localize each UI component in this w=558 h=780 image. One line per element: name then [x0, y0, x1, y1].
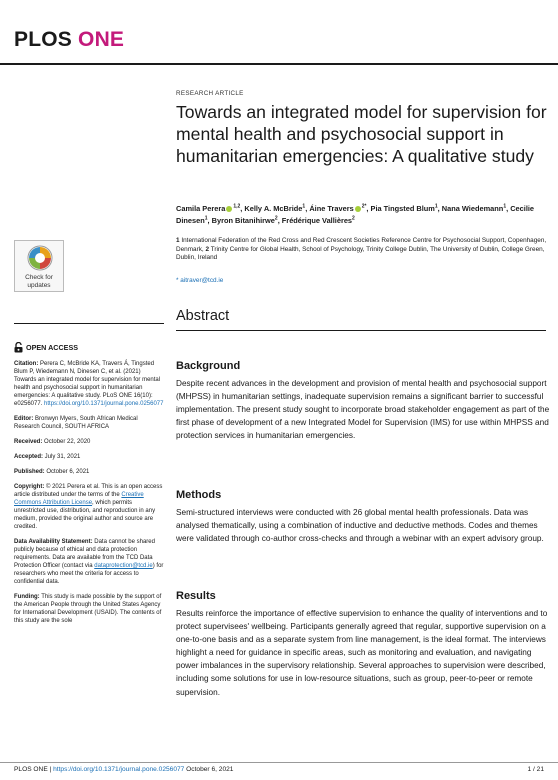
- logo-one: ONE: [78, 28, 125, 51]
- author-list: Camila Perera $^{1,2}$, Kelly A. McBride$^1$, Áine Travers $^{2*}$, Pia Tingsted Blum$^1$, Nana Wiedemann$^1$, Cecilie Dinesen$^1$, Byron Bitanihirwe$^2$, Frédérique Vallières$^2$: [176, 203, 535, 225]
- editor: Editor: Bronwyn Myers, South African Medical Research Council, SOUTH AFRICA: [14, 416, 138, 430]
- background-section: [176, 360, 550, 442]
- background-text: Despite recent advances in the development and provision of mental health and psychosocial support (MHPSS) in humanitarian settings, inadequate supervision remains a significant barrier to successful implementation. The present study sought to incorporate broad stakeholder engagement as part of the first phase of development of a new Integrated Model for Supervision (IMS) for use within MHPSS and protection services in humanitarian emergencies.: [176, 379, 550, 441]
- author-name[interactable]: Pia Tingsted Blum: [370, 204, 435, 213]
- article-type: RESEARCH ARTICLE: [176, 90, 244, 97]
- author-affiliation-sup: 1: [434, 203, 438, 210]
- results-heading: Results: [176, 590, 216, 602]
- author-affiliation-sup: 1: [302, 203, 306, 210]
- article-title: Towards an integrated model for supervision for mental health and psychosocial support in humanitarian emergencies: A qualitative study: [176, 102, 547, 166]
- corresponding-email-link[interactable]: * aitraver@tcd.ie: [176, 277, 224, 284]
- footer-rule: [0, 762, 558, 763]
- logo-plos: PLOS: [14, 28, 72, 51]
- footer-date: October 6, 2021: [184, 766, 234, 773]
- background-heading: Background: [176, 360, 241, 372]
- sidebar-rule: [14, 323, 164, 324]
- published-date: Published: October 6, 2021: [14, 469, 90, 475]
- citation: Citation: Perera C, McBride KA, Travers Á, Tingsted Blum P, Wiedemann N, Dinesen C, et al. (2021) Towards an integrated model for supervision for mental health and psychosocial support in humanitarian emergencies: A qualitative study. PLoS ONE 16(10): e0256077. https://doi.org/10.1371/journal.pone.0256077: [14, 361, 164, 407]
- article-info-sidebar: [14, 342, 164, 632]
- orcid-icon[interactable]: [355, 206, 361, 212]
- author-affiliation-sup: 1,2: [233, 203, 241, 210]
- author-name[interactable]: Nana Wiedemann: [441, 204, 504, 213]
- author-name[interactable]: Kelly A. McBride: [244, 204, 303, 213]
- check-for-updates-icon: [26, 244, 54, 272]
- citation-doi-link[interactable]: https://doi.org/10.1371/journal.pone.0256077: [44, 401, 164, 407]
- footer-doi-link[interactable]: https://doi.org/10.1371/journal.pone.0256077: [53, 766, 185, 773]
- results-text: Results reinforce the importance of effective supervision to enhance the quality of interventions and to protect supervisees' wellbeing. Participants generally agreed that regular, supportive supervision on a one-to-one basis and as a separate system from line management, is the ideal format. The interviews highlight a need for guidance in specific areas, such as monitoring and evaluation, and navigating power imbalances in the supervisory relationship. Several approaches to supervision were described, including some solutions for use in low-resource situations, such as group, peer-to-peer or remote supervision.: [176, 609, 548, 697]
- methods-heading: Methods: [176, 489, 222, 501]
- author-name[interactable]: Cecilie Dinesen: [176, 204, 535, 225]
- abstract-heading: Abstract: [176, 308, 230, 324]
- badge-label-1: Check for: [25, 274, 53, 281]
- affiliations: 1 International Federation of the Red Cross and Red Crescent Societies Reference Centre for Psychosocial Support, Copenhagen, Denmark, 2 Trinity Centre for Global Health, School of Psychology, Trinity College Dublin, The University of Dublin, College Green, Dublin, Ireland: [176, 237, 547, 261]
- author-name[interactable]: Frédérique Vallières: [281, 216, 353, 225]
- footer-journal: PLOS ONE |: [14, 766, 54, 773]
- check-for-updates-badge[interactable]: [14, 240, 64, 292]
- author-name[interactable]: Camila Perera: [176, 204, 226, 213]
- data-availability: Data Availability Statement: Data cannot be shared publicly because of ethical and data protection requirements. Data are available from the TCD Data Protection Officer (contact via dataprotection@tcd.ie) for researchers who meet the criteria for access to confidential data.: [14, 539, 164, 585]
- methods-text: Semi-structured interviews were conducted with 26 global mental health professionals. Data was analysed thematically, using a combination of inductive and deductive methods. Codes and themes were validated through co-author cross-checks and through a webinar with an expert advisory group.: [176, 508, 544, 544]
- page-number: 1 / 21: [527, 766, 544, 773]
- results-section: [176, 590, 550, 699]
- author-affiliation-sup: 2: [352, 215, 355, 222]
- orcid-icon[interactable]: [226, 206, 232, 212]
- author-affiliation-sup: 1: [503, 203, 507, 210]
- methods-section: [176, 489, 550, 545]
- data-protection-email-link[interactable]: dataprotection@tcd.ie: [94, 563, 153, 569]
- author-name[interactable]: Byron Bitanihirwe: [211, 216, 275, 225]
- open-access-lock-icon: [14, 342, 23, 353]
- author-affiliation-sup: 2*: [361, 203, 367, 210]
- open-access-label: OPEN ACCESS: [14, 342, 164, 353]
- copyright: Copyright: © 2021 Perera et al. This is an open access article distributed under the terms of the Creative Commons Attribution License, which permits unrestricted use, distribution, and reproduction in any medium, provided the original author and source are credited.: [14, 484, 163, 530]
- author-name[interactable]: Áine Travers: [309, 204, 354, 213]
- received-date: Received: October 22, 2020: [14, 439, 91, 445]
- author-affiliation-sup: 2: [274, 215, 278, 222]
- badge-label-2: updates: [27, 281, 51, 289]
- journal-logo[interactable]: [14, 28, 124, 52]
- header-rule: [0, 63, 558, 65]
- footer: [14, 766, 233, 773]
- accepted-date: Accepted: July 31, 2021: [14, 454, 81, 460]
- author-affiliation-sup: 1: [204, 215, 208, 222]
- abstract-rule: [176, 330, 546, 331]
- funding: Funding: This study is made possible by the support of the American People through the United States Agency for International Development (USAID). The contents of this study are the sole: [14, 594, 162, 624]
- license-link[interactable]: Creative Commons Attribution License: [14, 492, 144, 506]
